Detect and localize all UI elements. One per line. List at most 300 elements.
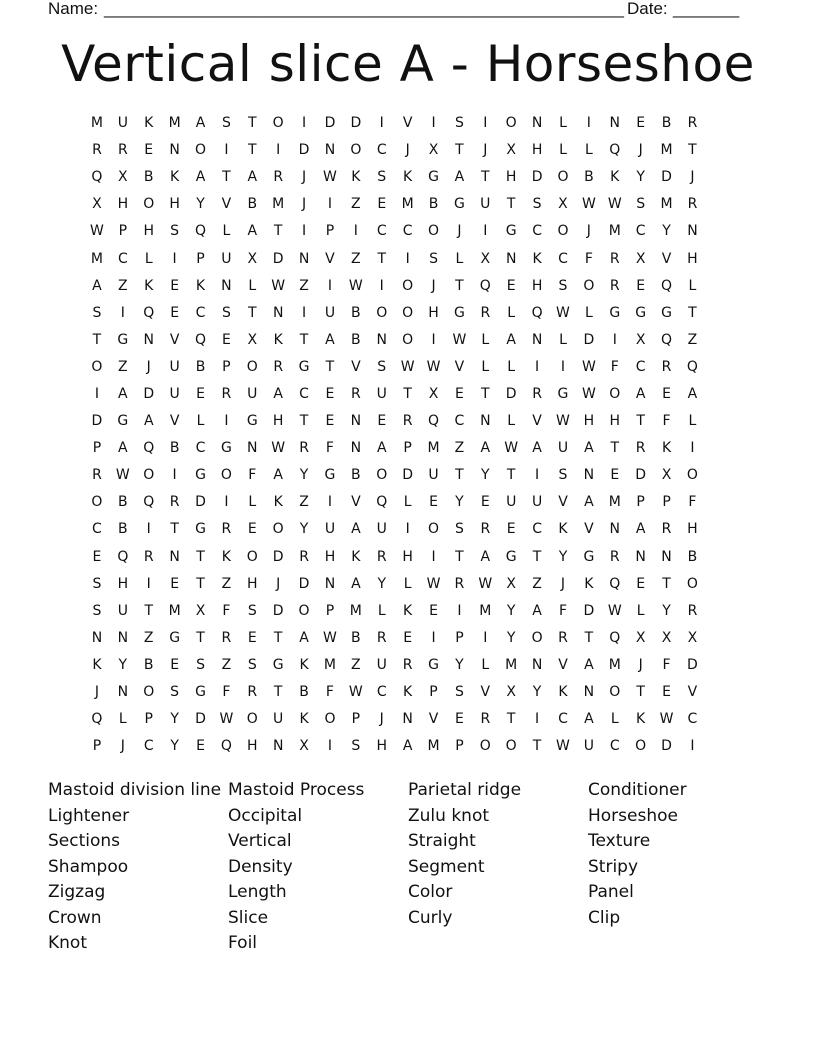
grid-letter[interactable]: O [246, 358, 258, 375]
grid-letter[interactable]: D [272, 250, 284, 267]
grid-letter[interactable]: O [609, 684, 621, 701]
grid-letter[interactable]: Q [531, 304, 543, 321]
grid-letter[interactable]: E [506, 277, 516, 294]
grid-letter[interactable]: H [531, 142, 543, 159]
grid-letter[interactable]: L [196, 413, 205, 430]
grid-letter[interactable]: S [170, 684, 180, 701]
grid-letter[interactable]: H [143, 223, 154, 240]
grid-letter[interactable]: A [118, 385, 128, 402]
grid-letter[interactable]: L [559, 115, 567, 132]
grid-letter[interactable]: Y [662, 602, 671, 619]
grid-letter[interactable]: C [609, 738, 620, 755]
grid-letter[interactable]: E [662, 684, 671, 701]
grid-letter[interactable]: B [351, 304, 361, 321]
grid-letter[interactable]: R [273, 358, 284, 375]
grid-letter[interactable]: I [586, 115, 591, 132]
grid-letter[interactable]: I [302, 223, 307, 240]
grid-letter[interactable]: Z [299, 494, 309, 511]
grid-letter[interactable]: Y [118, 656, 128, 673]
grid-letter[interactable]: Q [376, 494, 388, 511]
grid-letter[interactable]: E [403, 629, 413, 646]
grid-letter[interactable]: W [348, 684, 363, 701]
grid-letter[interactable]: N [609, 521, 620, 538]
grid-letter[interactable]: H [169, 196, 180, 213]
grid-letter[interactable]: Z [221, 575, 232, 592]
grid-letter[interactable]: D [661, 738, 672, 755]
grid-letter[interactable]: C [117, 250, 128, 267]
grid-letter[interactable]: L [481, 656, 490, 673]
grid-letter[interactable]: D [583, 602, 595, 619]
grid-letter[interactable]: X [635, 250, 646, 267]
grid-letter[interactable]: G [453, 196, 465, 213]
grid-letter[interactable]: L [507, 358, 516, 375]
grid-letter[interactable]: E [247, 629, 257, 646]
grid-letter[interactable]: W [556, 738, 570, 755]
grid-letter[interactable]: T [299, 413, 309, 430]
grid-letter[interactable]: X [428, 142, 439, 159]
grid-letter[interactable]: E [377, 196, 387, 213]
grid-letter[interactable]: O [350, 142, 362, 159]
grid-letter[interactable]: P [144, 711, 153, 728]
grid-letter[interactable]: V [351, 494, 361, 511]
grid-letter[interactable]: O [272, 115, 284, 132]
grid-letter[interactable]: L [559, 142, 567, 159]
grid-letter[interactable]: O [402, 277, 414, 294]
grid-letter[interactable]: N [531, 331, 543, 348]
grid-letter[interactable]: U [273, 711, 284, 728]
grid-letter[interactable]: T [248, 304, 257, 321]
grid-letter[interactable]: U [557, 440, 569, 457]
grid-letter[interactable]: S [196, 656, 205, 673]
grid-letter[interactable]: Q [194, 331, 207, 348]
grid-letter[interactable]: T [688, 304, 697, 321]
grid-letter[interactable]: T [248, 115, 257, 132]
grid-letter[interactable]: A [687, 385, 698, 402]
grid-letter[interactable]: S [92, 602, 102, 619]
grid-letter[interactable]: S [558, 467, 568, 484]
grid-letter[interactable]: Y [455, 494, 464, 511]
grid-letter[interactable]: T [273, 629, 283, 646]
grid-letter[interactable]: G [324, 467, 336, 484]
grid-letter[interactable]: O [609, 385, 621, 402]
grid-letter[interactable]: A [584, 656, 594, 673]
grid-letter[interactable]: N [324, 575, 336, 592]
grid-letter[interactable]: W [400, 358, 415, 375]
grid-letter[interactable]: N [350, 440, 362, 457]
grid-letter[interactable]: W [452, 331, 467, 348]
grid-letter[interactable]: W [581, 196, 596, 213]
grid-letter[interactable]: N [117, 684, 129, 701]
grid-letter[interactable]: T [248, 142, 257, 159]
grid-letter[interactable]: G [505, 548, 517, 565]
grid-letter[interactable]: A [506, 331, 516, 348]
grid-letter[interactable]: R [661, 358, 672, 375]
grid-letter[interactable]: Z [687, 331, 698, 348]
grid-letter[interactable]: N [272, 738, 284, 755]
grid-letter[interactable]: X [687, 629, 698, 646]
grid-letter[interactable]: N [298, 250, 310, 267]
grid-letter[interactable]: E [636, 277, 646, 294]
grid-letter[interactable]: T [455, 467, 464, 484]
grid-letter[interactable]: T [92, 331, 102, 348]
grid-letter[interactable]: M [660, 196, 673, 213]
grid-letter[interactable]: R [480, 304, 491, 321]
grid-letter[interactable]: E [170, 656, 180, 673]
grid-letter[interactable]: L [144, 250, 153, 267]
grid-letter[interactable]: K [558, 521, 568, 538]
grid-letter[interactable]: S [558, 277, 568, 294]
grid-letter[interactable]: B [428, 196, 439, 213]
grid-letter[interactable]: H [687, 521, 698, 538]
grid-letter[interactable]: A [325, 331, 335, 348]
grid-letter[interactable]: G [635, 304, 647, 321]
grid-letter[interactable]: Z [454, 440, 465, 457]
grid-letter[interactable]: I [405, 521, 410, 538]
grid-letter[interactable]: X [428, 385, 439, 402]
grid-letter[interactable]: M [349, 602, 362, 619]
grid-letter[interactable]: U [376, 656, 387, 673]
grid-letter[interactable]: C [635, 358, 646, 375]
grid-letter[interactable]: D [298, 142, 310, 159]
grid-letter[interactable]: U [480, 196, 491, 213]
grid-letter[interactable]: N [635, 548, 646, 565]
name-blank-line[interactable]: _______________________________________________________ [104, 0, 625, 18]
grid-letter[interactable]: U [169, 385, 180, 402]
grid-letter[interactable]: O [686, 575, 698, 592]
grid-letter[interactable]: Q [609, 629, 621, 646]
grid-letter[interactable]: I [560, 358, 566, 375]
grid-letter[interactable]: G [117, 413, 129, 430]
grid-letter[interactable]: T [273, 684, 283, 701]
grid-letter[interactable]: U [117, 115, 128, 132]
grid-letter[interactable]: N [531, 115, 543, 132]
grid-letter[interactable]: N [505, 250, 517, 267]
grid-letter[interactable]: D [195, 494, 206, 511]
grid-letter[interactable]: E [92, 548, 102, 565]
grid-letter[interactable]: C [558, 250, 568, 267]
grid-letter[interactable]: B [143, 169, 154, 186]
grid-letter[interactable]: A [635, 385, 646, 402]
grid-letter[interactable]: R [687, 602, 698, 619]
grid-letter[interactable]: U [506, 494, 517, 511]
grid-letter[interactable]: I [379, 277, 384, 294]
grid-letter[interactable]: Y [377, 575, 387, 592]
grid-letter[interactable]: A [402, 738, 413, 755]
grid-letter[interactable]: F [325, 440, 334, 457]
grid-letter[interactable]: I [327, 277, 333, 294]
grid-letter[interactable]: P [662, 494, 671, 511]
grid-letter[interactable]: E [454, 385, 464, 402]
grid-letter[interactable]: X [195, 602, 206, 619]
grid-letter[interactable]: F [558, 602, 567, 619]
grid-letter[interactable]: X [92, 196, 102, 213]
grid-letter[interactable]: G [661, 304, 672, 321]
grid-letter[interactable]: I [224, 494, 229, 511]
grid-letter[interactable]: O [402, 304, 414, 321]
grid-letter[interactable]: Y [481, 467, 490, 484]
grid-letter[interactable]: E [221, 331, 231, 348]
grid-letter[interactable]: I [457, 602, 462, 619]
grid-letter[interactable]: V [169, 413, 180, 430]
grid-letter[interactable]: O [194, 142, 207, 159]
grid-letter[interactable]: O [428, 521, 440, 538]
grid-letter[interactable]: V [661, 250, 672, 267]
grid-letter[interactable]: K [273, 331, 283, 348]
grid-letter[interactable]: E [377, 413, 387, 430]
grid-letter[interactable]: I [172, 250, 177, 267]
grid-letter[interactable]: C [532, 521, 542, 538]
grid-letter[interactable]: W [478, 575, 493, 592]
grid-letter[interactable]: M [427, 440, 440, 457]
grid-letter[interactable]: T [196, 548, 205, 565]
grid-letter[interactable]: U [376, 385, 387, 402]
grid-letter[interactable]: K [661, 440, 672, 457]
grid-letter[interactable]: N [583, 684, 595, 701]
grid-letter[interactable]: E [636, 115, 646, 132]
grid-letter[interactable]: P [351, 711, 361, 728]
grid-letter[interactable]: E [170, 277, 180, 294]
grid-letter[interactable]: A [376, 440, 387, 457]
grid-letter[interactable]: X [558, 196, 568, 213]
grid-letter[interactable]: P [325, 223, 335, 240]
grid-letter[interactable]: C [454, 413, 465, 430]
grid-letter[interactable]: S [454, 115, 464, 132]
grid-letter[interactable]: T [532, 548, 542, 565]
grid-letter[interactable]: A [480, 548, 491, 565]
grid-letter[interactable]: I [327, 494, 333, 511]
grid-letter[interactable]: I [224, 142, 229, 159]
grid-letter[interactable]: L [559, 331, 567, 348]
grid-letter[interactable]: Z [143, 629, 154, 646]
grid-letter[interactable]: Y [532, 684, 542, 701]
grid-letter[interactable]: V [325, 250, 335, 267]
grid-letter[interactable]: Y [170, 711, 179, 728]
grid-letter[interactable]: R [117, 142, 128, 159]
grid-letter[interactable]: S [170, 223, 180, 240]
grid-letter[interactable]: S [92, 575, 102, 592]
grid-letter[interactable]: F [584, 250, 593, 267]
grid-letter[interactable]: D [298, 575, 310, 592]
grid-letter[interactable]: W [607, 196, 622, 213]
grid-letter[interactable]: S [221, 304, 231, 321]
grid-letter[interactable]: D [661, 169, 672, 186]
grid-letter[interactable]: A [273, 467, 283, 484]
grid-letter[interactable]: K [221, 548, 231, 565]
grid-letter[interactable]: V [558, 494, 568, 511]
grid-letter[interactable]: T [532, 738, 542, 755]
grid-letter[interactable]: J [586, 223, 591, 240]
grid-letter[interactable]: G [428, 656, 439, 673]
grid-letter[interactable]: S [429, 250, 438, 267]
grid-letter[interactable]: R [480, 521, 491, 538]
grid-letter[interactable]: W [426, 358, 441, 375]
grid-letter[interactable]: O [246, 711, 258, 728]
grid-letter[interactable]: M [323, 656, 336, 673]
grid-letter[interactable]: Y [299, 467, 309, 484]
grid-letter[interactable]: G [195, 467, 206, 484]
grid-letter[interactable]: N [583, 467, 595, 484]
grid-letter[interactable]: Y [455, 656, 464, 673]
grid-letter[interactable]: G [428, 169, 439, 186]
grid-letter[interactable]: Q [609, 142, 621, 159]
grid-letter[interactable]: J [638, 656, 643, 673]
grid-letter[interactable]: R [273, 169, 284, 186]
grid-letter[interactable]: N [661, 548, 672, 565]
grid-letter[interactable]: A [351, 575, 361, 592]
grid-letter[interactable]: H [272, 413, 284, 430]
grid-letter[interactable]: T [688, 142, 697, 159]
grid-letter[interactable]: I [146, 575, 151, 592]
grid-letter[interactable]: Q [428, 413, 440, 430]
grid-letter[interactable]: S [377, 169, 387, 186]
grid-letter[interactable]: L [403, 494, 412, 511]
grid-letter[interactable]: F [610, 358, 619, 375]
grid-letter[interactable]: E [429, 494, 438, 511]
grid-letter[interactable]: S [454, 684, 464, 701]
grid-letter[interactable]: M [608, 656, 621, 673]
grid-letter[interactable]: I [535, 711, 540, 728]
grid-letter[interactable]: K [403, 684, 413, 701]
grid-letter[interactable]: K [351, 548, 361, 565]
grid-letter[interactable]: R [169, 494, 180, 511]
grid-letter[interactable]: L [688, 413, 697, 430]
grid-letter[interactable]: T [636, 684, 645, 701]
grid-letter[interactable]: V [454, 358, 465, 375]
grid-letter[interactable]: P [455, 738, 464, 755]
grid-letter[interactable]: T [506, 467, 516, 484]
grid-letter[interactable]: E [325, 385, 335, 402]
grid-letter[interactable]: B [169, 440, 180, 457]
grid-letter[interactable]: O [298, 602, 310, 619]
grid-letter[interactable]: Q [661, 331, 673, 348]
grid-letter[interactable]: A [351, 521, 361, 538]
grid-letter[interactable]: P [429, 684, 438, 701]
grid-letter[interactable]: R [454, 575, 465, 592]
grid-letter[interactable]: A [532, 440, 542, 457]
grid-letter[interactable]: K [144, 277, 154, 294]
grid-letter[interactable]: K [144, 115, 154, 132]
grid-letter[interactable]: O [91, 358, 103, 375]
grid-letter[interactable]: A [247, 169, 258, 186]
grid-letter[interactable]: Q [143, 494, 155, 511]
grid-letter[interactable]: I [379, 115, 384, 132]
grid-letter[interactable]: I [172, 467, 177, 484]
grid-letter[interactable]: B [351, 331, 361, 348]
grid-letter[interactable]: X [118, 169, 128, 186]
grid-letter[interactable]: W [659, 711, 674, 728]
grid-letter[interactable]: O [272, 521, 284, 538]
grid-letter[interactable]: W [581, 358, 596, 375]
grid-letter[interactable]: A [273, 385, 283, 402]
grid-letter[interactable]: E [247, 521, 257, 538]
grid-letter[interactable]: Q [479, 277, 491, 294]
grid-letter[interactable]: G [220, 440, 232, 457]
grid-letter[interactable]: L [481, 358, 490, 375]
grid-letter[interactable]: S [92, 304, 102, 321]
grid-letter[interactable]: P [196, 250, 205, 267]
grid-letter[interactable]: R [402, 656, 413, 673]
grid-letter[interactable]: S [636, 196, 646, 213]
grid-letter[interactable]: Z [118, 277, 128, 294]
grid-letter[interactable]: T [610, 440, 620, 457]
grid-letter[interactable]: T [325, 358, 335, 375]
grid-letter[interactable]: U [531, 494, 543, 511]
grid-letter[interactable]: R [221, 629, 232, 646]
grid-letter[interactable]: N [350, 413, 362, 430]
grid-letter[interactable]: Z [532, 575, 542, 592]
grid-letter[interactable]: K [299, 711, 309, 728]
grid-letter[interactable]: N [91, 629, 103, 646]
grid-letter[interactable]: T [196, 629, 205, 646]
grid-letter[interactable]: N [687, 223, 698, 240]
grid-letter[interactable]: I [94, 385, 100, 402]
grid-letter[interactable]: Q [609, 575, 621, 592]
grid-letter[interactable]: U [169, 358, 180, 375]
grid-letter[interactable]: R [221, 385, 232, 402]
grid-letter[interactable]: U [583, 738, 594, 755]
grid-letter[interactable]: D [324, 115, 336, 132]
grid-letter[interactable]: K [273, 494, 283, 511]
grid-letter[interactable]: N [247, 440, 258, 457]
grid-letter[interactable]: T [170, 521, 179, 538]
grid-letter[interactable]: M [90, 250, 103, 267]
grid-letter[interactable]: U [428, 467, 439, 484]
grid-letter[interactable]: O [428, 223, 440, 240]
grid-letter[interactable]: N [272, 304, 284, 321]
grid-letter[interactable]: Y [299, 521, 309, 538]
grid-letter[interactable]: E [636, 575, 646, 592]
grid-letter[interactable]: H [324, 548, 336, 565]
grid-letter[interactable]: X [661, 467, 672, 484]
grid-letter[interactable]: I [405, 250, 410, 267]
grid-letter[interactable]: R [402, 413, 413, 430]
grid-letter[interactable]: T [455, 142, 464, 159]
grid-letter[interactable]: R [532, 385, 542, 402]
grid-letter[interactable]: H [376, 738, 387, 755]
grid-letter[interactable]: E [480, 494, 490, 511]
grid-letter[interactable]: O [557, 223, 569, 240]
grid-letter[interactable]: L [118, 711, 127, 728]
grid-letter[interactable]: U [247, 385, 258, 402]
grid-letter[interactable]: V [169, 331, 180, 348]
grid-letter[interactable]: N [402, 711, 413, 728]
grid-letter[interactable]: L [455, 250, 464, 267]
grid-letter[interactable]: M [505, 656, 518, 673]
grid-letter[interactable]: F [325, 684, 334, 701]
grid-letter[interactable]: W [581, 385, 596, 402]
grid-letter[interactable]: X [299, 738, 309, 755]
grid-letter[interactable]: P [92, 440, 102, 457]
grid-letter[interactable]: H [687, 250, 698, 267]
grid-letter[interactable]: B [247, 196, 258, 213]
grid-letter[interactable]: E [196, 385, 205, 402]
grid-letter[interactable]: W [271, 440, 286, 457]
grid-letter[interactable]: R [635, 440, 646, 457]
grid-letter[interactable]: T [222, 169, 231, 186]
grid-letter[interactable]: R [687, 196, 698, 213]
grid-letter[interactable]: Q [91, 169, 103, 186]
grid-letter[interactable]: K [170, 169, 180, 186]
grid-letter[interactable]: D [272, 602, 284, 619]
grid-letter[interactable]: C [143, 738, 154, 755]
grid-letter[interactable]: K [92, 656, 102, 673]
grid-letter[interactable]: P [118, 223, 128, 240]
grid-letter[interactable]: I [224, 413, 229, 430]
grid-letter[interactable]: B [351, 467, 361, 484]
grid-letter[interactable]: J [431, 277, 436, 294]
grid-letter[interactable]: C [635, 223, 646, 240]
grid-letter[interactable]: O [402, 331, 414, 348]
